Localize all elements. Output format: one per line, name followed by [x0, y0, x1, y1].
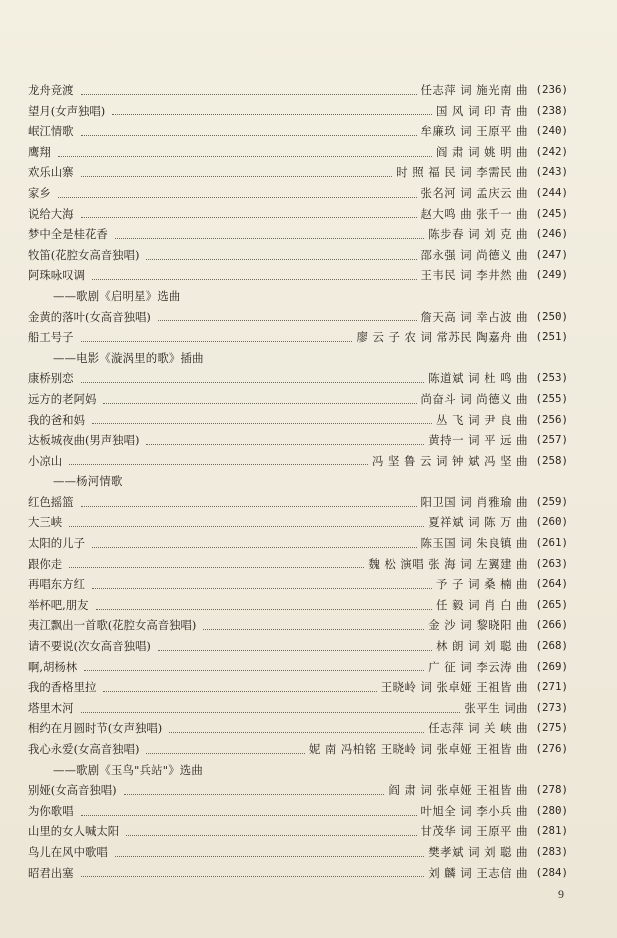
- song-title: 再唱东方红: [28, 577, 85, 592]
- toc-entry: [28, 512, 568, 533]
- toc-entry: [28, 821, 568, 842]
- song-credits: 妮 南 冯柏铭 王晓岭 词 张卓娅 王祖皆 曲: [308, 742, 528, 756]
- entry-page-number: (269): [535, 659, 568, 673]
- song-title: 鸟儿在风中歌唱: [28, 844, 108, 859]
- toc-section-heading: [28, 348, 568, 369]
- song-title: 太阳的儿子: [28, 536, 85, 551]
- dot-leader: [96, 609, 432, 610]
- toc-entry: [28, 389, 568, 410]
- song-credits: 陈步春 词 刘 克 曲: [428, 227, 528, 242]
- page-number: 9: [558, 887, 564, 901]
- song-title: 塔里木河: [28, 700, 74, 715]
- song-title: 岷江情歌: [28, 124, 74, 139]
- toc-entry: [28, 265, 568, 286]
- song-title: 我的香格里拉: [28, 680, 97, 695]
- song-credits: 詹天高 词 幸占波 曲: [420, 309, 528, 324]
- song-credits: 叶旭全 词 李小兵 曲: [420, 803, 528, 818]
- song-credits: 陈道斌 词 杜 鸣 曲: [428, 371, 528, 386]
- entry-page-number: (273): [535, 700, 568, 714]
- dot-leader: [124, 794, 385, 795]
- entry-page-number: (283): [535, 844, 568, 858]
- dot-leader: [112, 114, 432, 115]
- song-title: 我的爸和妈: [28, 412, 85, 427]
- song-credits: 陈玉国 词 朱良镇 曲: [420, 536, 528, 551]
- dot-leader: [81, 382, 425, 383]
- toc-entry: [28, 121, 568, 142]
- toc-entry: [28, 204, 568, 225]
- toc-entry: [28, 307, 568, 328]
- toc-entry: [28, 739, 568, 760]
- entry-page-number: (280): [535, 803, 568, 817]
- song-credits: 丛 飞 词 尹 良 曲: [436, 412, 528, 427]
- entry-page-number: (253): [535, 371, 568, 385]
- entry-page-number: (236): [535, 83, 568, 96]
- toc-entry: [28, 574, 568, 595]
- song-title: 举杯吧,朋友: [28, 597, 89, 612]
- song-credits: 张名河 词 孟庆云 曲: [420, 185, 528, 200]
- dot-leader: [81, 176, 393, 177]
- song-credits: 刘 麟 词 王志信 曲: [428, 865, 528, 880]
- toc-entry: [28, 410, 568, 431]
- song-credits: 王韦民 词 李井然 曲: [420, 268, 528, 283]
- entry-page-number: (242): [535, 144, 568, 158]
- entry-page-number: (268): [535, 639, 568, 653]
- dot-leader: [146, 259, 416, 260]
- toc-entry: [28, 368, 568, 389]
- entry-page-number: (243): [535, 165, 568, 179]
- entry-page-number: (255): [535, 391, 568, 405]
- dot-leader: [146, 444, 424, 445]
- table-of-contents: [28, 80, 568, 883]
- entry-page-number: (251): [535, 330, 568, 344]
- dot-leader: [81, 712, 461, 713]
- dot-leader: [81, 341, 353, 342]
- song-credits: 广 征 词 李云涛 曲: [428, 659, 528, 674]
- entry-page-number: (276): [535, 742, 568, 755]
- song-title: 为你歌唱: [28, 803, 74, 818]
- song-title: 龙舟竞渡: [28, 83, 74, 97]
- entry-page-number: (246): [535, 227, 568, 241]
- song-title: 别娅(女高音独唱): [28, 783, 117, 798]
- dot-leader: [69, 526, 424, 527]
- dot-leader: [92, 547, 417, 548]
- song-credits: 予 子 词 桑 楠 曲: [436, 577, 528, 592]
- entry-page-number: (271): [535, 680, 568, 694]
- toc-entry: [28, 657, 568, 678]
- song-credits: 任志萍 词 关 峡 曲: [428, 721, 528, 736]
- song-credits: 黄持一 词 平 远 曲: [428, 433, 528, 448]
- dot-leader: [103, 691, 376, 692]
- dot-leader: [81, 815, 417, 816]
- entry-page-number: (259): [535, 494, 568, 508]
- dot-leader: [92, 588, 432, 589]
- song-credits: 赵大鸣 曲 张千一 曲: [420, 206, 528, 221]
- entry-page-number: (281): [535, 824, 568, 838]
- song-title: 相约在月圆时节(女声独唱): [28, 721, 163, 736]
- toc-entry: [28, 327, 568, 348]
- dot-leader: [81, 135, 417, 136]
- entry-page-number: (275): [535, 721, 568, 735]
- dot-leader: [203, 629, 424, 630]
- toc-entry: [28, 245, 568, 266]
- toc-entry: [28, 554, 568, 575]
- toc-entry: [28, 162, 568, 183]
- song-credits: 任志萍 词 施光南 曲: [420, 83, 528, 97]
- song-credits: 林 朗 词 刘 聪 曲: [436, 639, 528, 654]
- song-title: 远方的老阿妈: [28, 391, 97, 406]
- dot-leader: [103, 403, 416, 404]
- song-title: 小凉山: [28, 453, 63, 468]
- toc-entry: [28, 615, 568, 636]
- entry-page-number: (263): [535, 556, 568, 570]
- entry-page-number: (266): [535, 618, 568, 632]
- entry-page-number: (260): [535, 515, 568, 529]
- song-title: 梦中全是桂花香: [28, 227, 108, 242]
- song-title: 牧笛(花腔女高音独唱): [28, 247, 140, 262]
- toc-entry: [28, 677, 568, 698]
- toc-section-heading: [28, 286, 568, 307]
- song-title: 跟你走: [28, 556, 63, 571]
- dot-leader: [115, 856, 425, 857]
- song-title: 阿珠咏叹调: [28, 268, 85, 283]
- song-credits: 阎 肃 词 张卓娅 王祖皆 曲: [388, 783, 528, 798]
- entry-page-number: (258): [535, 453, 568, 467]
- toc-entry: [28, 636, 568, 657]
- toc-entry: [28, 595, 568, 616]
- entry-page-number: (284): [535, 865, 568, 879]
- dot-leader: [81, 217, 417, 218]
- song-credits: 金 沙 词 黎晓阳 曲: [428, 618, 528, 633]
- song-title: 山里的女人喊太阳: [28, 824, 120, 839]
- dot-leader: [81, 506, 417, 507]
- song-title: 家乡: [28, 185, 51, 200]
- dot-leader: [81, 876, 425, 877]
- toc-section-heading: [28, 471, 568, 492]
- toc-entry: [28, 224, 568, 245]
- song-title: 船工号子: [28, 330, 74, 345]
- entry-page-number: (245): [535, 206, 568, 220]
- entry-page-number: (257): [535, 433, 568, 447]
- dot-leader: [81, 94, 417, 95]
- song-title: 我心永爱(女高音独唱): [28, 742, 140, 756]
- dot-leader: [126, 835, 416, 836]
- song-title: 康桥别恋: [28, 371, 74, 386]
- entry-page-number: (238): [535, 103, 568, 117]
- song-title: 昭君出塞: [28, 865, 74, 880]
- song-credits: 时 照 福 民 词 李需民 曲: [396, 165, 528, 180]
- song-title: 说给大海: [28, 206, 74, 221]
- dot-leader: [115, 238, 425, 239]
- song-credits: 樊孝斌 词 刘 聪 曲: [428, 844, 528, 859]
- entry-page-number: (256): [535, 412, 568, 426]
- toc-entry: [28, 698, 568, 719]
- song-title: 鹰翔: [28, 144, 51, 159]
- song-title: 金黄的落叶(女高音独唱): [28, 309, 151, 324]
- song-credits: 王晓岭 词 张卓娅 王祖皆 曲: [380, 680, 528, 695]
- entry-page-number: (250): [535, 309, 568, 323]
- entry-page-number: (261): [535, 536, 568, 550]
- song-credits: 夏祥斌 词 陈 万 曲: [428, 515, 528, 530]
- dot-leader: [158, 320, 417, 321]
- song-title: 红色摇篮: [28, 494, 74, 509]
- song-credits: 任 毅 词 肖 白 曲: [436, 597, 528, 612]
- entry-page-number: (278): [535, 783, 568, 797]
- entry-page-number: (244): [535, 185, 568, 199]
- song-title: 望月(女声独唱): [28, 103, 106, 118]
- entry-page-number: (265): [535, 597, 568, 611]
- section-title: ——电影《漩涡里的歌》插曲: [53, 350, 204, 365]
- section-title: ——歌剧《玉鸟"兵站"》选曲: [53, 762, 203, 777]
- song-title: 大三峡: [28, 515, 63, 530]
- dot-leader: [69, 464, 368, 465]
- toc-entry: [28, 142, 568, 163]
- song-title: 夷江飘出一首歌(花腔女高音独唱): [28, 618, 197, 633]
- toc-entry: [28, 533, 568, 554]
- toc-entry: [28, 842, 568, 863]
- section-title: ——杨河情歌: [53, 474, 123, 489]
- dot-leader: [169, 732, 424, 733]
- dot-leader: [92, 279, 417, 280]
- toc-entry: [28, 780, 568, 801]
- dot-leader: [84, 670, 424, 671]
- song-title: 欢乐山寨: [28, 165, 74, 180]
- song-credits: 魏 松 演唱 张 海 词 左翼建 曲: [368, 556, 528, 571]
- song-credits: 冯 坚 鲁 云 词 钟 斌 冯 坚 曲: [372, 453, 528, 468]
- toc-entry: [28, 80, 568, 101]
- toc-entry: [28, 101, 568, 122]
- entry-page-number: (240): [535, 124, 568, 138]
- dot-leader: [69, 567, 364, 568]
- section-title: ——歌剧《启明星》选曲: [53, 288, 181, 303]
- toc-entry: [28, 451, 568, 472]
- dot-leader: [58, 156, 432, 157]
- dot-leader: [92, 423, 432, 424]
- toc-entry: [28, 863, 568, 884]
- entry-page-number: (264): [535, 577, 568, 591]
- song-credits: 牟廉玖 词 王原平 曲: [420, 124, 528, 139]
- song-title: 请不要说(次女高音独唱): [28, 639, 151, 654]
- entry-page-number: (247): [535, 247, 568, 261]
- entry-page-number: (249): [535, 268, 568, 282]
- toc-section-heading: [28, 760, 568, 781]
- song-credits: 廖 云 子 农 词 常苏民 陶嘉舟 曲: [356, 330, 528, 345]
- toc-entry: [28, 492, 568, 513]
- song-credits: 阎 肃 词 姚 明 曲: [436, 144, 528, 159]
- toc-entry: [28, 430, 568, 451]
- song-credits: 邵永强 词 尚德义 曲: [420, 247, 528, 262]
- dot-leader: [58, 197, 417, 198]
- song-credits: 尚奋斗 词 尚德义 曲: [420, 391, 528, 406]
- song-credits: 国 风 词 印 青 曲: [436, 103, 528, 118]
- song-credits: 张平生 词曲: [464, 700, 528, 715]
- toc-entry: [28, 718, 568, 739]
- song-credits: 甘茂华 词 王原平 曲: [420, 824, 528, 839]
- dot-leader: [146, 753, 304, 754]
- song-title: 达板城夜曲(男声独唱): [28, 433, 140, 448]
- song-title: 啊,胡杨林: [28, 659, 78, 674]
- dot-leader: [158, 650, 432, 651]
- toc-entry: [28, 801, 568, 822]
- toc-entry: [28, 183, 568, 204]
- song-credits: 阳卫国 词 肖雅瑜 曲: [420, 494, 528, 509]
